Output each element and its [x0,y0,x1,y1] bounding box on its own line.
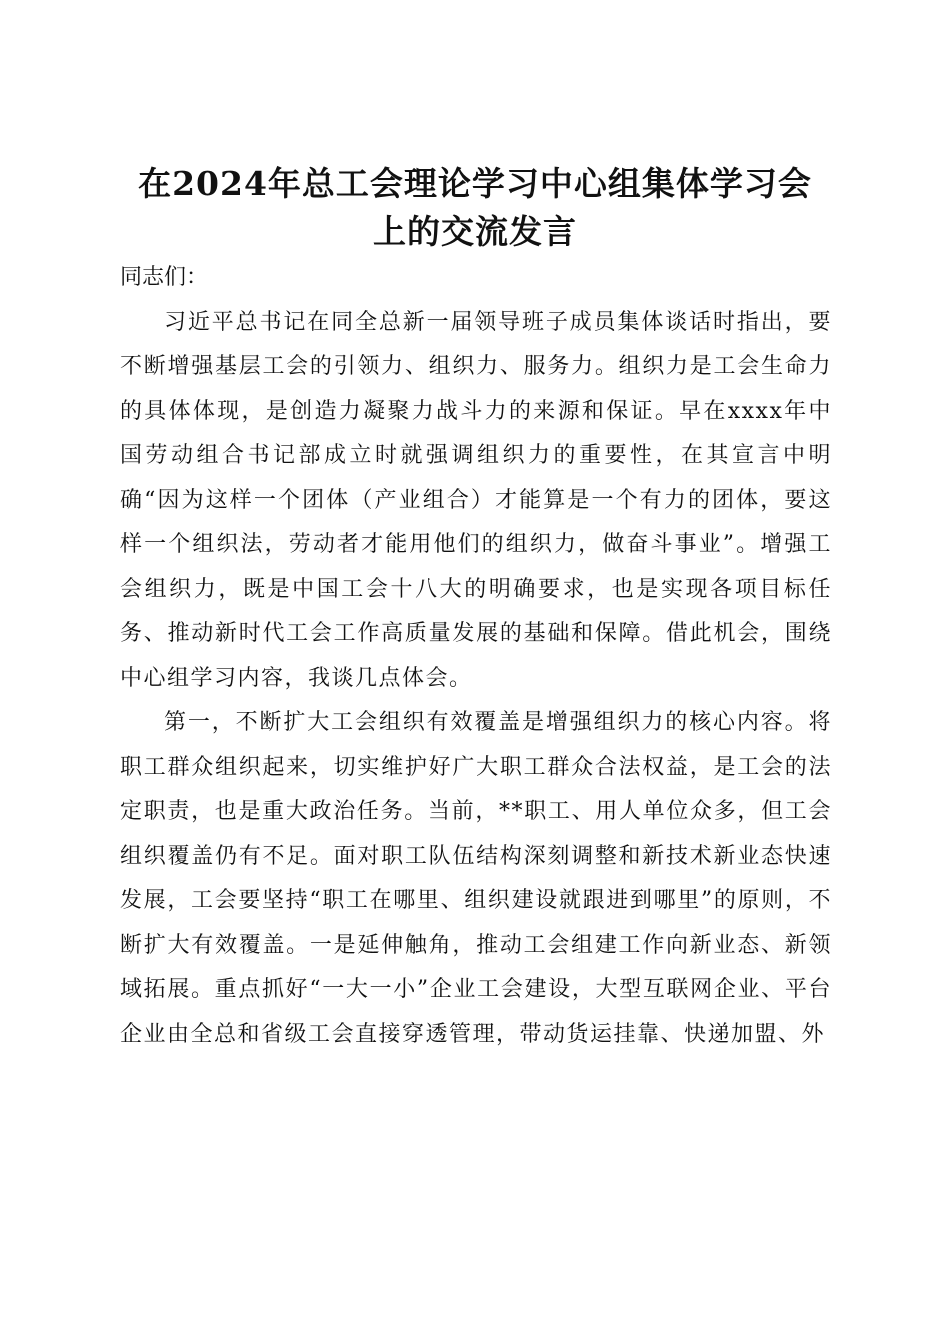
document-title [110,160,840,256]
paragraph-2: 第一，不断扩大工会组织有效覆盖是增强组织力的核心内容。将职工群众组织起来，切实维护好广大职工群众合法权益，是工会的法定职责，也是重大政治任务。当前，**职工、用人单位众多，但工会组织覆盖仍有不足。面对职工队伍结构深刻调整和新技术新业态快速发展，工会要坚持“职工在哪里、组织建设就跟进到哪里”的原则，不断扩大有效覆盖。一是延伸触角，推动工会组建工作向新业态、新领域拓展。重点抓好“一大一小”企业工会建设，大型互联网企业、平台企业由全总和省级工会直接穿透管理，带动货运挂靠、快递加盟、外 [120,710,832,1047]
title-line-2: 上的交流发言 [373,212,577,252]
document-body [120,256,832,1057]
title-line-1: 在2024年总工会理论学习中心组集体学习会 [138,164,812,204]
paragraph-1: 习近平总书记在同全总新一届领导班子成员集体谈话时指出，要不断增强基层工会的引领力、组织力、服务力。组织力是工会生命力的具体体现，是创造力凝聚力战斗力的来源和保证。早在xxxx年中国劳动组合书记部成立时就强调组织力的重要性，在其宣言中明确“因为这样一个团体（产业组合）才能算是一个有力的团体，要这样一个组织法，劳动者才能用他们的组织力，做奋斗事业”。增强工会组织力，既是中国工会十八大的明确要求，也是实现各项目标任务、推动新时代工会工作高质量发展的基础和保障。借此机会，围绕中心组学习内容，我谈几点体会。 [120,309,832,691]
salutation: 同志们： [120,265,209,290]
